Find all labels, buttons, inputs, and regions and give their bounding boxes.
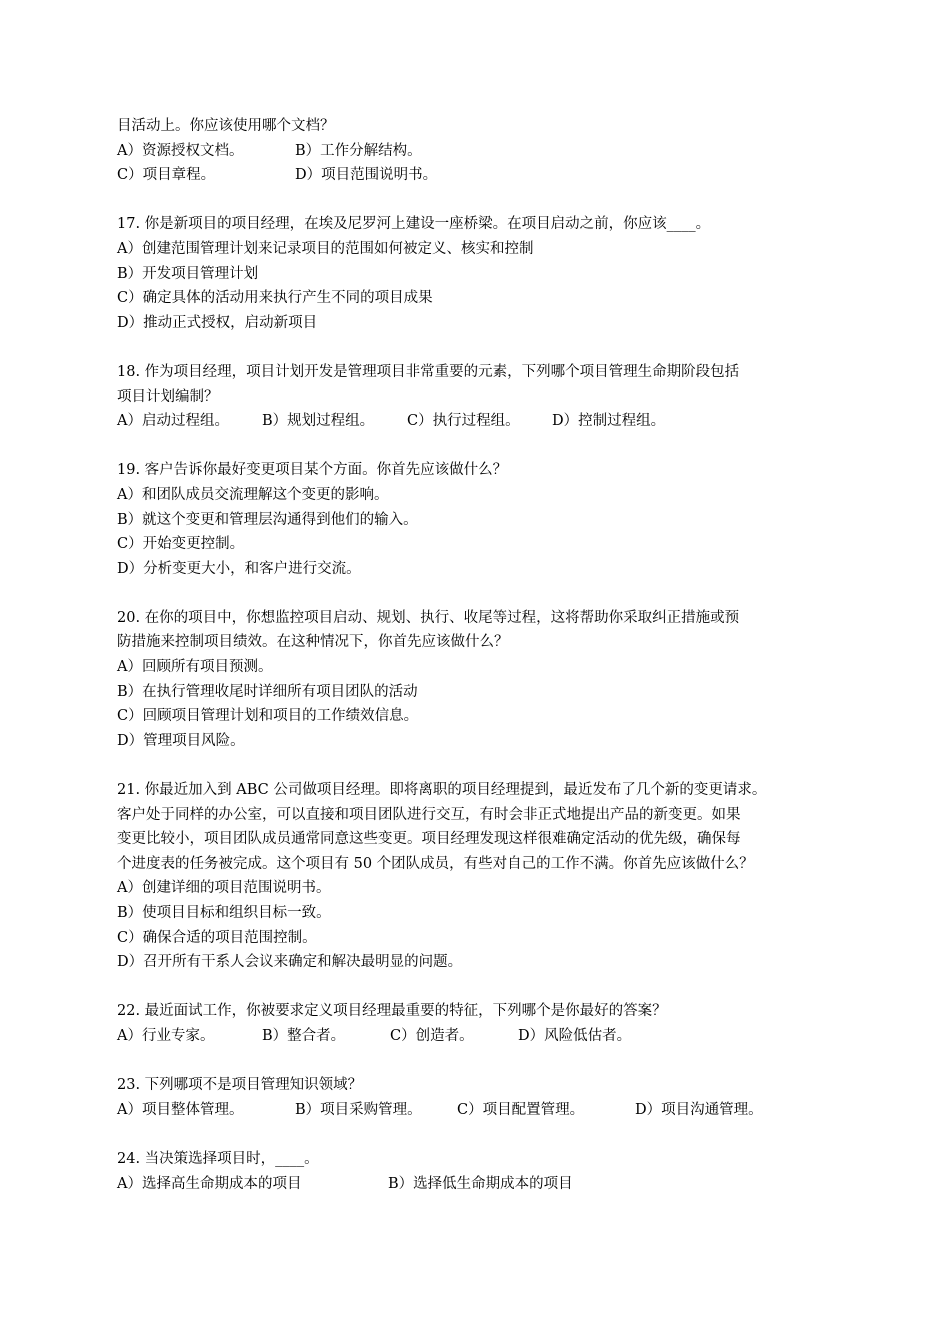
q17-option-d: D）推动正式授权，启动新项目 — [117, 314, 318, 331]
q19-option-a: A）和团队成员交流理解这个变更的影响。 — [117, 486, 389, 503]
q18-options-row — [117, 409, 847, 434]
q16-option-c: C）项目章程。 — [117, 167, 216, 184]
q22-options-row — [117, 1024, 847, 1049]
q24-stem: 24. 当决策选择项目时，____。 — [117, 1150, 319, 1167]
q21-option-d: D）召开所有干系人会议来确定和解决最明显的问题。 — [117, 954, 463, 971]
q16-option-d: D）项目范围说明书。 — [295, 167, 438, 184]
q23-option-a: A）项目整体管理。 — [117, 1101, 244, 1118]
q23-options-row — [117, 1098, 847, 1123]
q18-stem-line-2: 项目计划编制？ — [117, 388, 219, 405]
q18-option-d: D）控制过程组。 — [552, 413, 666, 430]
document-page — [117, 114, 847, 1196]
q22-stem: 22. 最近面试工作，你被要求定义项目经理最重要的特征，下列哪个是你最好的答案？ — [117, 1003, 667, 1020]
q24-option-b: B）选择低生命期成本的项目 — [388, 1175, 573, 1192]
q19-option-d: D）分析变更大小，和客户进行交流。 — [117, 560, 361, 577]
q22-option-d: D）风险低估者。 — [518, 1027, 632, 1044]
q17-option-a: A）创建范围管理计划来记录项目的范围如何被定义、核实和控制 — [117, 240, 534, 257]
q18-stem-line-1: 18. 作为项目经理，项目计划开发是管理项目非常重要的元素，下列哪个项目管理生命期阶段包括 — [117, 363, 740, 380]
q19-option-b: B）就这个变更和管理层沟通得到他们的输入。 — [117, 511, 418, 528]
q24-options-row — [117, 1172, 847, 1197]
q21-stem-line-3: 变更比较小，项目团队成员通常同意这些变更。项目经理发现这样很难确定活动的优先级，确保每 — [117, 831, 741, 848]
q16-stem-tail: 目活动上。你应该使用哪个文档？ — [117, 118, 335, 134]
q23-option-d: D）项目沟通管理。 — [635, 1101, 763, 1118]
q19-option-c: C）开始变更控制。 — [117, 536, 245, 553]
q21-option-b: B）使项目目标和组织目标一致。 — [117, 905, 331, 921]
q22-option-c: C）创造者。 — [390, 1027, 474, 1044]
q21-option-c: C）确保合适的项目范围控制。 — [117, 929, 317, 946]
q18-option-a: A）启动过程组。 — [117, 413, 229, 430]
q23-option-c: C）项目配置管理。 — [457, 1101, 585, 1118]
q17-option-b: B）开发项目管理计划 — [117, 265, 259, 282]
q16-options-row-1 — [117, 139, 847, 164]
q16-option-a: A）资源授权文档。 — [117, 142, 244, 159]
q23-stem: 23. 下列哪项不是项目管理知识领域？ — [117, 1077, 363, 1094]
q17-stem: 17. 你是新项目的项目经理，在埃及尼罗河上建设一座桥梁。在项目启动之前，你应该____。 — [117, 216, 711, 233]
q18-option-b: B）规划过程组。 — [262, 413, 375, 430]
q21-stem-line-2: 客户处于同样的办公室，可以直接和项目团队进行交互，有时会非正式地提出产品的新变更。如果 — [117, 806, 741, 823]
q20-option-a: A）回顾所有项目预测。 — [117, 659, 273, 676]
q19-stem: 19. 客户告诉你最好变更项目某个方面。你首先应该做什么？ — [117, 462, 508, 479]
q22-option-b: B）整合者。 — [262, 1027, 346, 1044]
q23-option-b: B）项目采购管理。 — [295, 1101, 422, 1118]
q21-stem-line-4: 个进度表的任务被完成。这个项目有 50 个团队成员，有些对自己的工作不满。你首先应该做什么？ — [117, 855, 754, 872]
q20-option-b: B）在执行管理收尾时详细所有项目团队的活动 — [117, 683, 418, 700]
q20-stem-line-1: 20. 在你的项目中，你想监控项目启动、规划、执行、收尾等过程，这将帮助你采取纠正措施或预 — [117, 609, 740, 626]
q16-options-row-2 — [117, 163, 847, 188]
q16-option-b: B）工作分解结构。 — [295, 142, 422, 159]
q17-option-c: C）确定具体的活动用来执行产生不同的项目成果 — [117, 290, 433, 307]
q18-option-c: C）执行过程组。 — [407, 413, 520, 430]
q22-option-a: A）行业专家。 — [117, 1027, 215, 1044]
q21-option-a: A）创建详细的项目范围说明书。 — [117, 880, 331, 897]
q20-option-d: D）管理项目风险。 — [117, 732, 245, 749]
q24-option-a: A）选择高生命期成本的项目 — [117, 1175, 302, 1192]
q21-stem-line-1: 21. 你最近加入到 ABC 公司做项目经理。即将离职的项目经理提到，最近发布了几个新的变更请求。 — [117, 782, 767, 799]
q20-stem-line-2: 防措施来控制项目绩效。在这种情况下，你首先应该做什么？ — [117, 634, 509, 651]
q20-option-c: C）回顾项目管理计划和项目的工作绩效信息。 — [117, 708, 419, 725]
